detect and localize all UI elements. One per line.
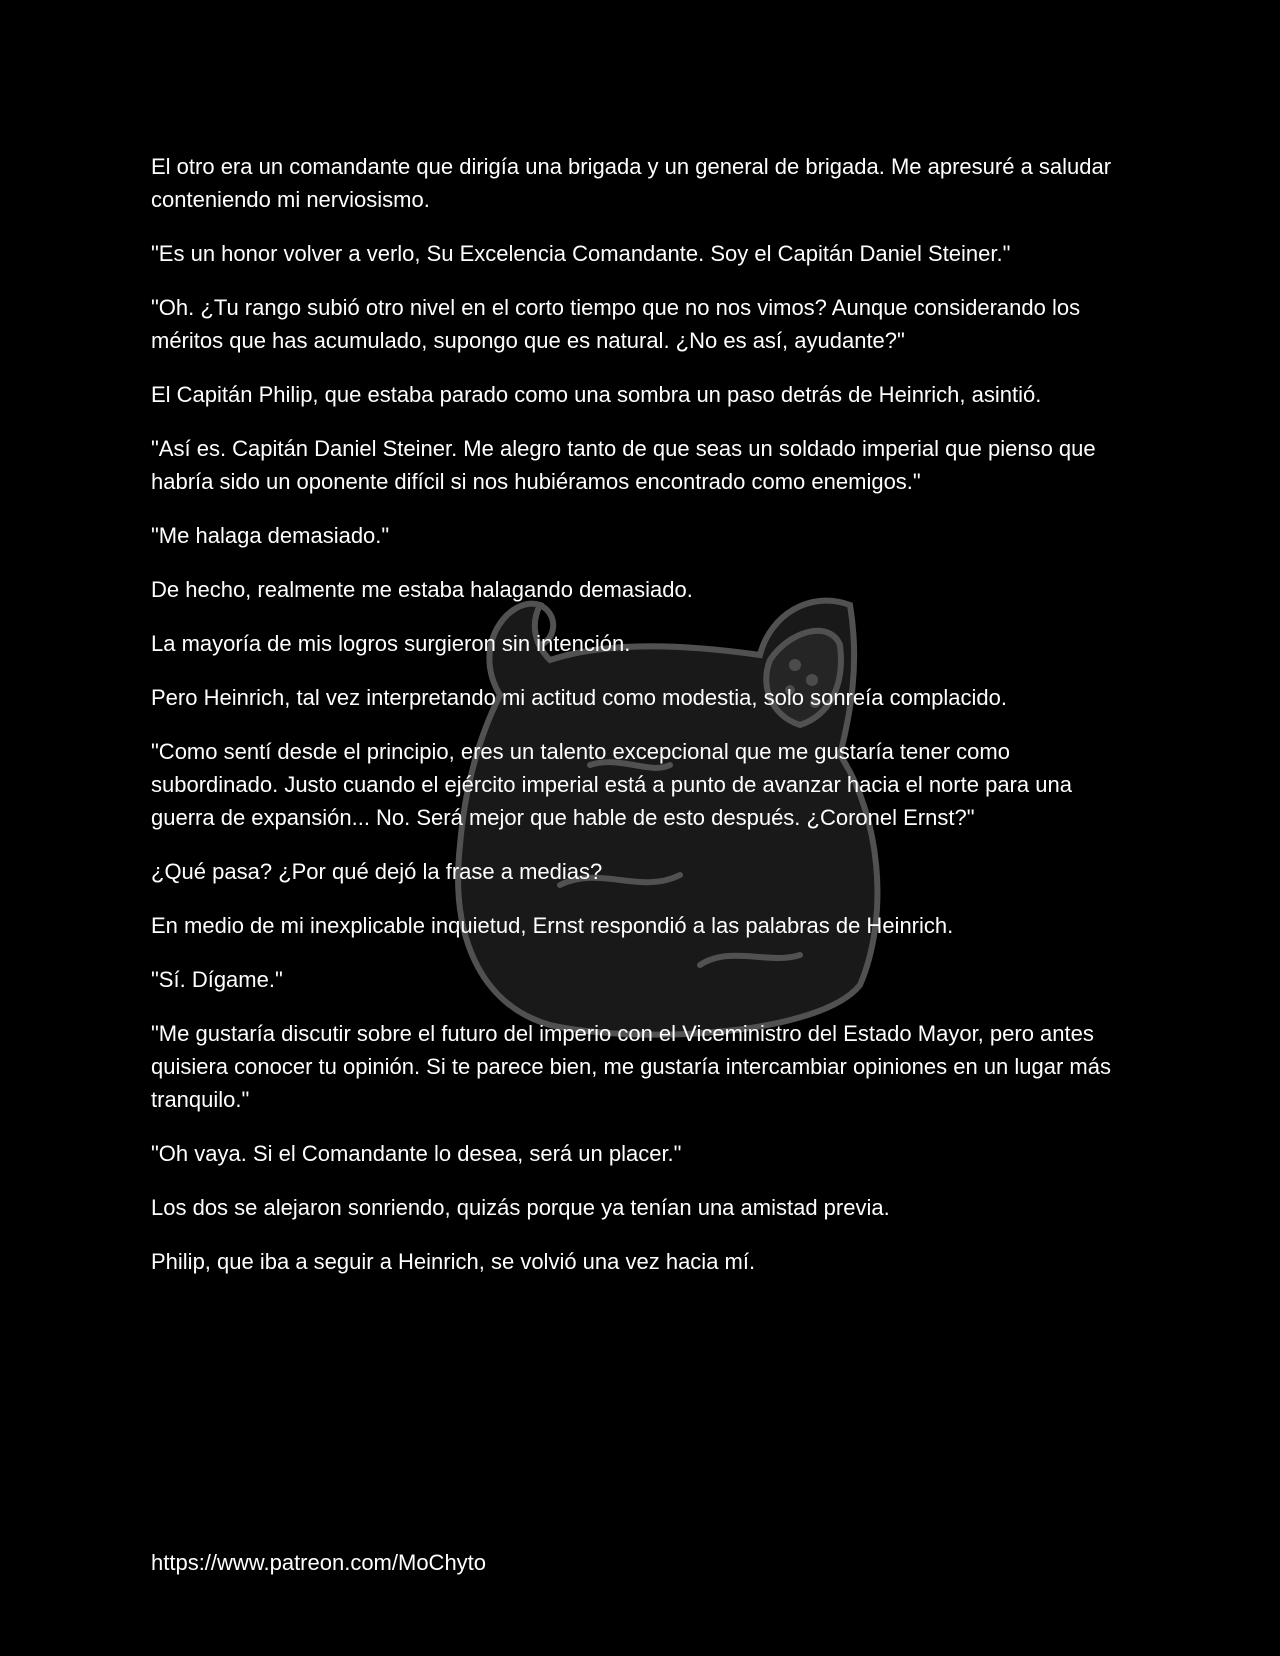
paragraph: En medio de mi inexplicable inquietud, Ernst respondió a las palabras de Heinrich.: [151, 913, 954, 938]
paragraph: La mayoría de mis logros surgieron sin intención.: [151, 631, 631, 656]
paragraph: "Como sentí desde el principio, eres un talento excepcional que me gustaría tener como subordinado. Justo cuando el ejército imperial está a punto de avanzar hacia el norte para una guerra de expansión... No. Será mejor que hable de esto después. ¿Coronel Ernst?": [151, 739, 1072, 830]
paragraph: El otro era un comandante que dirigía una brigada y un general de brigada. Me apresuré a saludar conteniendo mi nerviosismo.: [151, 154, 1112, 212]
paragraph: El Capitán Philip, que estaba parado como una sombra un paso detrás de Heinrich, asintió.: [151, 382, 1042, 407]
paragraph: Pero Heinrich, tal vez interpretando mi actitud como modestia, solo sonreía complacido.: [151, 685, 1007, 710]
paragraph: Philip, que iba a seguir a Heinrich, se volvió una vez hacia mí.: [151, 1249, 756, 1274]
chapter-text: [151, 150, 1141, 1299]
paragraph: De hecho, realmente me estaba halagando demasiado.: [151, 577, 693, 602]
paragraph: Los dos se alejaron sonriendo, quizás porque ya tenían una amistad previa.: [151, 1195, 890, 1220]
paragraph: "Es un honor volver a verlo, Su Excelencia Comandante. Soy el Capitán Daniel Steiner.": [151, 241, 1011, 266]
paragraph: "Oh vaya. Si el Comandante lo desea, será un placer.": [151, 1141, 682, 1166]
paragraph: "Oh. ¿Tu rango subió otro nivel en el corto tiempo que no nos vimos? Aunque considerando los méritos que has acumulado, supongo que es natural. ¿No es así, ayudante?": [151, 295, 1081, 353]
paragraph: "Me halaga demasiado.": [151, 523, 390, 548]
paragraph: ¿Qué pasa? ¿Por qué dejó la frase a medias?: [151, 859, 603, 884]
patreon-link[interactable]: https://www.patreon.com/MoChyto: [151, 1550, 487, 1575]
paragraph: "Así es. Capitán Daniel Steiner. Me alegro tanto de que seas un soldado imperial que pienso que habría sido un oponente difícil si nos hubiéramos encontrado como enemigos.": [151, 436, 1096, 494]
paragraph: "Sí. Dígame.": [151, 967, 283, 992]
paragraph: "Me gustaría discutir sobre el futuro del imperio con el Viceministro del Estado Mayor, pero antes quisiera conocer tu opinión. Si te parece bien, me gustaría intercambiar opiniones en un lugar más tranquilo.": [151, 1021, 1111, 1112]
